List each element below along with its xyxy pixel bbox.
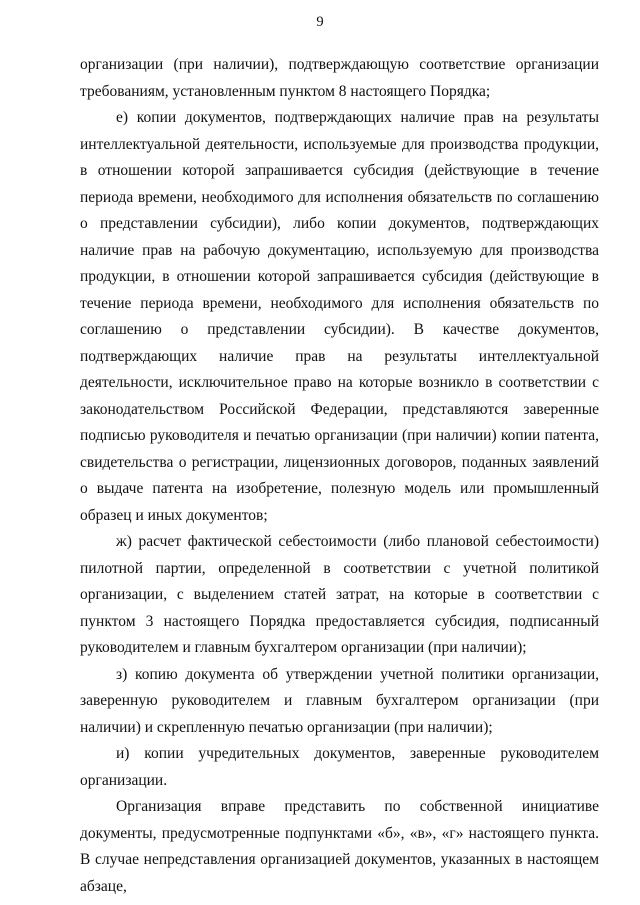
page-number: 9 [316,14,324,30]
paragraph-item-z: з) копию документа об утверждении учетной политики организации, заверенную руководителем и главным бухгалтером организации (при наличии) и скрепленную печатью организации (при наличии); [80,665,599,736]
paragraph-item-i: и) копии учредительных документов, заверенные руководителем организации. [80,745,599,789]
paragraph-own-initiative: Организация вправе представить по собственной инициативе документы, предусмотренные подпунктами «б», «в», «г» настоящего пункта. В случае непредставления организацией документов, указанных в настоящем абзаце, [80,798,599,895]
paragraph-item-zh: ж) расчет фактической себестоимости (либо плановой себестоимости) пилотной партии, определенной в соответствии с учетной политикой организации, с выделением статей затрат, на которые в соответствии с пунктом 3 настоящего Порядка предоставляется субсидия, подписанный руководителем и главным бухгалтером организации (при наличии); [80,533,599,656]
paragraph-item-e: е) копии документов, подтверждающих наличие прав на результаты интеллектуальной деятельности, используемые для производства продукции, в отношении которой запрашивается субсидия (действующие в течение периода времени, необходимого для исполнения обязательств по соглашению о представлении субсидии), либо копии документов, подтверждающих наличие прав на рабочую документацию, используемую для производства продукции, в отношении которой запрашивается субсидия (действующие в течение периода времени, необходимого для исполнения обязательств по соглашению о представлении субсидии). В качестве документов, подтверждающих наличие прав на результаты интеллектуальной деятельности, исключительное право на которые возникло в соответствии с законодательством Российской Федерации, представляются заверенные подписью руководителя и печатью организации (при наличии) копии патента, свидетельства о регистрации, лицензионных договоров, поданных заявлений о выдаче патента на изобретение, полезную модель или промышленный образец и иных документов; [80,109,599,524]
document-body [80,52,599,900]
paragraph-continuation: организации (при наличии), подтверждающую соответствие организации требованиям, установленным пунктом 8 настоящего Порядка; [80,56,599,100]
